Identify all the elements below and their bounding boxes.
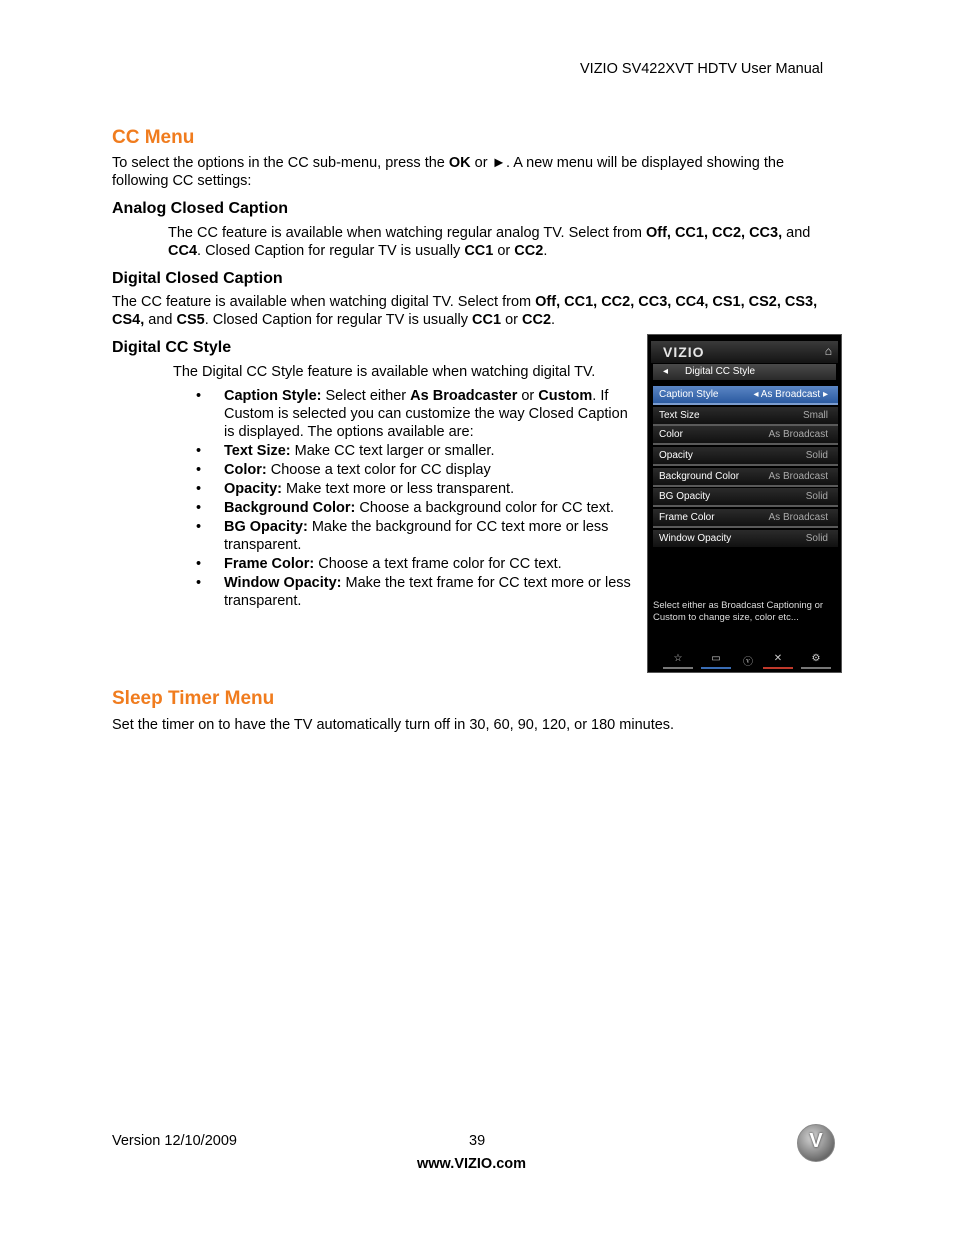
menu-row-opacity[interactable]: Opacity Solid — [653, 447, 838, 466]
tv-menu-breadcrumb: ◂ Digital CC Style — [653, 364, 836, 380]
menu-row-frame-color[interactable]: Frame Color As Broadcast — [653, 509, 838, 528]
digital-cc-style-intro: The Digital CC Style feature is available when watching digital TV. — [173, 364, 596, 380]
menu-row-bg-opacity[interactable]: BG Opacity Solid — [653, 488, 838, 507]
sleep-timer-heading: Sleep Timer Menu — [112, 688, 275, 709]
close-underline — [763, 667, 793, 669]
menu-row-window-opacity[interactable]: Window Opacity Solid — [653, 530, 838, 547]
input-icon[interactable]: ▭ — [711, 653, 721, 664]
footer-url[interactable]: www.VIZIO.com — [417, 1156, 527, 1172]
digital-cc-style-heading: Digital CC Style — [112, 339, 232, 356]
back-arrow-icon: ◂ — [663, 366, 669, 377]
list-item: • Caption Style: Select either As Broadcaster or Custom. If Custom is selected you can customize the way Closed Caption is displayed. The options available are: — [196, 388, 628, 440]
star-underline — [663, 667, 693, 669]
analog-cc-text: The CC feature is available when watching regular analog TV. Select from Off, CC1, CC2, CC3, and CC4. Closed Caption for regular TV is usually CC1 or CC2. — [168, 225, 811, 259]
vizio-v-logo: V — [797, 1124, 835, 1162]
cc-style-bullet-list — [196, 387, 634, 611]
menu-row-text-size[interactable]: Text Size Small — [653, 407, 838, 426]
list-item: • Window Opacity: Make the text frame for CC text more or less transparent. — [196, 575, 631, 609]
menu-row-background-color[interactable]: Background Color As Broadcast — [653, 468, 838, 487]
input-underline — [701, 667, 731, 669]
gear-icon[interactable]: ⚙ — [811, 653, 821, 664]
footer-version: Version 12/10/2009 — [112, 1133, 237, 1149]
gear-underline — [801, 667, 831, 669]
digital-cc-text: The CC feature is available when watching digital TV. Select from Off, CC1, CC2, CC3, CC4, CS1, CS2, CS3, CS4, and CS5. Closed Caption for regular TV is usually CC1 or CC2. — [112, 294, 818, 328]
tv-menu-screenshot — [647, 334, 842, 673]
tv-menu-top-bar — [651, 341, 838, 363]
footer-page-number: 39 — [469, 1133, 486, 1149]
list-item: • Opacity: Make text more or less transparent. — [196, 481, 515, 497]
analog-cc-heading: Analog Closed Caption — [112, 200, 288, 217]
star-icon[interactable]: ☆ — [673, 653, 683, 664]
list-item: • Background Color: Choose a background color for CC text. — [196, 500, 615, 516]
list-item: • Frame Color: Choose a text frame color for CC text. — [196, 556, 562, 572]
list-item: • BG Opacity: Make the background for CC text more or less transparent. — [196, 519, 609, 553]
cc-menu-intro: To select the options in the CC sub-menu, press the OK or ►. A new menu will be displayed showing the following CC settings: — [112, 155, 785, 189]
vizio-logo: VIZIO — [663, 344, 705, 360]
vizio-v-icon[interactable]: ⓥ — [743, 657, 753, 668]
digital-cc-heading: Digital Closed Caption — [112, 270, 283, 287]
tv-menu-bottom-bar — [651, 653, 838, 670]
sleep-timer-text: Set the timer on to have the TV automatically turn off in 30, 60, 90, 120, or 180 minutes. — [112, 717, 675, 733]
list-item: • Color: Choose a text color for CC display — [196, 462, 491, 478]
manual-title: VIZIO SV422XVT HDTV User Manual — [580, 61, 824, 77]
list-item: • Text Size: Make CC text larger or smaller. — [196, 443, 495, 459]
tv-menu-help-text: Select either as Broadcast Captioning or Custom to change size, color etc... — [653, 600, 824, 623]
cc-menu-heading: CC Menu — [112, 127, 195, 148]
close-icon[interactable]: ✕ — [773, 653, 783, 664]
menu-row-color[interactable]: Color As Broadcast — [653, 426, 838, 445]
menu-row-caption-style[interactable]: Caption Style ◂ As Broadcast ▸ — [653, 386, 838, 405]
home-icon: ⌂ — [824, 344, 832, 358]
